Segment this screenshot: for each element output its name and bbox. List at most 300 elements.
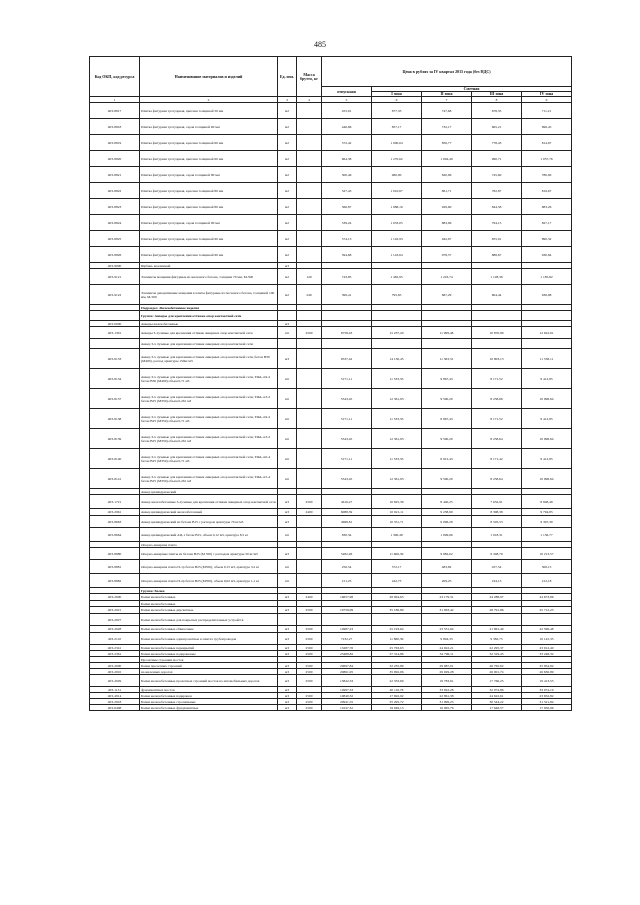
cell-price-zone-2: 11 999,48 [422,327,472,339]
cell-price-zone-3: 604,44 [472,285,522,305]
cell-price-zone-2: 22 861,38 [422,693,472,699]
cell-unit: шт [278,389,297,409]
cell-name: Балки железобетонные двускатные [140,607,278,614]
cell-price-zone-2: 31 063,42 [422,607,472,614]
cell-price-zone-2: 11 363,31 [422,349,472,369]
cell-price-zone-4: 25 712,23 [522,607,572,614]
cell-name: Балки железобетонные [140,601,278,607]
cell-price-zone-3: 10 803,13 [472,349,522,369]
cell-mass [297,151,322,167]
index-cell: 7 [422,97,472,103]
cell-name: Анкер 3-х лучевые для крепления оттяжек анкерных опор контактной сети, ТФА-4.0-4 бетон В25 (М350) объем 0,71 м3 [140,449,278,469]
cell-name: Плитка фигурная тротуарная, цветная толщиной 60 мм [140,151,278,167]
cell-price-zone-4: 22 596,48 [522,626,572,633]
cell-name: Анкер 3-х лучевые для крепления оттяжек анкерных опор контактной сети [140,339,278,349]
table-row [90,327,572,339]
cell-code: 403-4914 [90,693,140,699]
cell-price-zone-3: 24 622,61 [472,693,522,699]
cell-price-zone-1: 11 860,39 [372,633,422,645]
header-mass: Масса брутто, кг [297,57,322,97]
cell-price-estimated: 6088,59 [322,509,372,516]
cell-price-estimated: 13842,33 [322,675,372,687]
cell-name: Анкер 3-х лучевые для крепления оттяжек анкерных опор контактной сети, бетон В30 (М400), расход арматуры 150кг/м3 [140,349,278,369]
cell-price-zone-1: 1 300,48 [372,528,422,542]
cell-mass [297,548,322,560]
cell-price-zone-4: 1 185,82 [522,269,572,285]
table-body [90,103,572,711]
cell-price-zone-3: 8 258,64 [472,429,522,449]
cell-mass: 2500 [297,705,322,711]
header-including: Сметная [372,87,572,92]
cell-price-zone-2: 942,67 [422,231,472,247]
cell-mass: 2500 [297,675,322,687]
cell-price-zone-4: 33 074,19 [522,687,572,693]
cell-code: 403-8824 [90,215,140,231]
cell-price-zone-3: 782,87 [472,183,522,199]
cell-price-estimated: 446,86 [322,119,372,135]
cell-unit: м3 [278,687,297,693]
cell-price-estimated: 4698,81 [322,516,372,528]
cell-unit: м3 [278,651,297,657]
cell-price-estimated: 15287,76 [322,645,372,651]
cell-mass [297,135,322,151]
cell-price-estimated: 5543,45 [322,429,372,449]
cell-price-estimated: 20941,55 [322,699,372,705]
cell-code [90,311,140,321]
cell-price-zone-1 [372,614,422,626]
cell-unit: м2 [278,247,297,263]
cell-price-zone-3: 888,67 [472,247,522,263]
cell-price-zone-2 [422,311,472,321]
cell-price-zone-2: 9 590,20 [422,389,472,409]
header-zone-1: I зона [372,92,422,97]
cell-price-estimated: 5171,11 [322,369,372,389]
cell-price-zone-1: 25 763,63 [372,645,422,651]
cell-price-zone-2: 24 022,21 [422,645,472,651]
cell-price-zone-4: 31 521,84 [522,699,572,705]
cell-name: Балки железобетонные однопролетные в плитах трубопроводов [140,633,278,645]
cell-code [90,339,140,349]
cell-mass [297,199,322,215]
cell-code: 403-2027 [90,614,140,626]
cell-price-zone-2: 9 096,28 [422,516,472,528]
cell-price-zone-2: 747,68 [422,103,472,119]
cell-code: 403-2000 [90,594,140,601]
cell-unit: м2 [278,151,297,167]
cell-price-estimated: 6758,43 [322,327,372,339]
cell-price-zone-3: 457,54 [472,560,522,574]
cell-name: Анкер цилиндрический [140,489,278,495]
cell-name: Опорно-анкерная плита П-1р бетон В25 (М350), объем 0,15 м3, арматура 3,2 кг [140,560,278,574]
cell-price-zone-4: 1 037,76 [522,151,572,167]
table-row [90,409,572,429]
cell-code: 403-8817 [90,103,140,119]
table-row [90,339,572,349]
table-row [90,135,572,151]
cell-price-zone-4 [522,311,572,321]
cell-price-zone-3: 665,21 [472,119,522,135]
cell-mass [297,429,322,449]
cell-name: Группа: Балки [140,588,278,594]
cell-mass [297,409,322,429]
cell-price-zone-3: 7 632,91 [472,495,522,509]
cell-price-zone-3: 8 258,66 [472,389,522,409]
cell-price-zone-4: 24 673,86 [522,594,572,601]
cell-price-zone-1: 37 314,86 [372,651,422,657]
cell-code: 403-8133 [90,349,140,369]
table-row [90,103,572,119]
cell-code: 403-8820 [90,151,140,167]
table-row [90,167,572,183]
cell-name: Анкер 3-х лучевые для крепления оттяжек анкерных опор контактной сети, ТФА-4.9-2 бетон В30 (М400) объем 0,71 м3 [140,369,278,389]
cell-unit: м3 [278,516,297,528]
cell-code: 403-9000 [90,263,140,269]
table-row [90,199,572,215]
cell-name: Балки железобетонные перекрытий [140,645,278,651]
cell-code: 403-8138 [90,409,140,429]
cell-price-zone-3: 28 791,86 [472,607,522,614]
cell-price-zone-4: 814,97 [522,135,572,151]
cell-price-zone-3: 794,15 [472,215,522,231]
cell-mass: 2500 [297,699,322,705]
cell-price-zone-2: 9 804,33 [422,633,472,645]
cell-price-zone-3: 30 544,22 [472,699,522,705]
cell-price-zone-4: 11 538,11 [522,349,572,369]
cell-price-zone-3: 9 348,79 [472,548,522,560]
cell-price-zone-2: 33 922,28 [422,687,472,693]
cell-name: Балки железобетонные подкрановые [140,651,278,657]
cell-unit: м3 [278,349,297,369]
cell-price-zone-1: 14 130,45 [372,349,422,369]
cell-price-zone-4: 1 136,77 [522,528,572,542]
cell-price-zone-4: 10 213,57 [522,548,572,560]
cell-price-estimated: 6537,42 [322,349,372,369]
cell-price-zone-4: 711,21 [522,103,572,119]
cell-unit: шт [278,469,297,489]
cell-price-zone-2: 9 590,20 [422,469,472,489]
cell-unit: м2 [278,199,297,215]
cell-name: Плитка фигурная тротуарная, красная толщиной 90 мм [140,231,278,247]
cell-price-zone-3: 194,13 [472,574,522,588]
cell-name: Опорно-анкерная плита П-2р бетон В25 (М350), объем 0,02 м3, арматура 1,1 кг [140,574,278,588]
cell-price-estimated: 7232,27 [322,633,372,645]
cell-code: 403-8826 [90,247,140,263]
table-row [90,516,572,528]
cell-price-zone-2: 19 783,61 [422,675,472,687]
cell-price-zone-1: 32 235,89 [372,663,422,669]
cell-price-zone-3: 10 870,99 [472,327,522,339]
cell-mass: 2500 [297,663,322,669]
table-row [90,675,572,687]
cell-unit: м3 [278,607,297,614]
cell-mass: 2400 [297,594,322,601]
cell-unit: м3 [278,693,297,699]
cell-price-zone-3: 745,60 [472,167,522,183]
cell-code: 403-2021 [90,607,140,614]
cell-mass [297,349,322,369]
cell-mass [297,528,322,542]
table-row [90,285,572,305]
cell-unit: м2 [278,269,297,285]
cell-mass [297,389,322,409]
cell-price-zone-3: 21 861,49 [472,626,522,633]
cell-mass: 2500 [297,626,322,633]
cell-unit [278,339,297,349]
cell-price-zone-4: 33 248,32 [522,651,572,657]
cell-price-zone-1: 1 143,64 [372,247,422,263]
cell-name: Анкер 3-х лучевые для крепления оттяжек анкерных опор контактной сети, ТФА-4.9-2 бетон В25 (М350) объем 0,71 м3 [140,409,278,429]
table-row [90,389,572,409]
index-cell: 5 [322,97,372,103]
cell-price-zone-3: 678,35 [472,103,522,119]
cell-price-zone-1: 11 606,39 [372,548,422,560]
cell-price-zone-1: 1 000,04 [372,135,422,151]
cell-price-zone-2: 9 867,43 [422,369,472,389]
cell-code: 403-1391 [90,327,140,339]
cell-code: 403-8139 [90,429,140,449]
cell-price-zone-1: 1 033,05 [372,215,422,231]
cell-mass [297,311,322,321]
cell-name: Балки железобетонные обвязочные [140,626,278,633]
cell-code: 403-2961 [90,509,140,516]
header-unit: Ед. изм. [278,57,297,97]
cell-price-zone-2: 978,57 [422,247,472,263]
index-cell: 2 [140,97,278,103]
cell-price-zone-3: 26 765,62 [472,663,522,669]
cell-price-zone-4: 212,18 [522,574,572,588]
cell-price-zone-1: 795,65 [372,285,422,305]
cell-price-estimated: 500,46 [322,167,372,183]
cell-code: 403-1131 [90,687,140,693]
cell-price-zone-4: 10 145,35 [522,633,572,645]
cell-unit: шт [278,429,297,449]
cell-price-zone-1: 15 237,20 [372,327,422,339]
cell-price-zone-4: 9 794,85 [522,509,572,516]
cell-mass: 2500 [297,633,322,645]
cell-code: 403-8134 [90,369,140,389]
cell-price-estimated: 23488,82 [322,651,372,657]
cell-price-zone-4: 780,00 [522,167,572,183]
cell-unit: м3 [278,663,297,669]
cell-price-zone-4: 23 012,40 [522,645,572,651]
cell-price-zone-1: 11 533,35 [372,369,422,389]
cell-name: Балки железобетонные подкранов [140,693,278,699]
cell-unit: м2 [278,183,297,199]
cell-unit: м3 [278,675,297,687]
cell-price-estimated [322,614,372,626]
cell-name: Анкеры 3-лучевые для крепления оттяжек анкерных опор контактной сети [140,327,278,339]
table-row [90,215,572,231]
cell-mass: 240 [297,285,322,305]
cell-price-zone-1: 11 533,35 [372,409,422,429]
cell-name: фундаментных мостов [140,687,278,693]
cell-price-zone-4: 827,17 [522,215,572,231]
cell-code: 403-6498 [90,705,140,711]
cell-price-zone-1: 35 092,06 [372,669,422,675]
cell-price-zone-1: 28 004,63 [372,594,422,601]
cell-code: 403-8882 [90,574,140,588]
cell-price-zone-4: 696,45 [522,119,572,135]
cell-price-zone-1: 1 088,16 [372,199,422,215]
cell-price-estimated: 20861,95 [322,669,372,675]
cell-name: Анкер железобетонные 3-лучевые для крепления оттяжек анкерных опор контактной сети [140,495,278,509]
cell-price-estimated: 566,87 [322,199,372,215]
cell-unit: м3 [278,699,297,705]
cell-name: Плитка фигурная тротуарная, цветная толщиной 50 мм [140,103,278,119]
table-row [90,151,572,167]
index-cell: 4 [297,97,322,103]
cell-price-zone-1 [372,339,422,349]
cell-price-estimated: 5171,11 [322,409,372,429]
cell-price-zone-1: 40 116,78 [372,687,422,693]
table-row [90,633,572,645]
cell-price-estimated: 574,13 [322,231,372,247]
cell-price-zone-3: 1 018,31 [472,528,522,542]
cell-name: Подраздел. Железобетонные изделия [140,305,278,311]
cell-price-zone-1: 1 270,62 [372,151,422,167]
cell-price-zone-2: 8 912,43 [422,449,472,469]
cell-code: 403-8819 [90,135,140,151]
cell-code: 403-1721 [90,495,140,509]
cell-unit: шт [278,327,297,339]
cell-price-estimated: 19759,09 [322,607,372,614]
cell-price-zone-4: 9 412,85 [522,449,572,469]
cell-price-zone-2: 23 179,31 [422,594,472,601]
cell-price-zone-3: 990,71 [472,151,522,167]
cell-price-zone-1: 17 692,92 [372,693,422,699]
cell-unit: м2 [278,215,297,231]
cell-price-estimated [322,311,372,321]
cell-mass [297,183,322,199]
cell-price-estimated: 455,91 [322,103,372,119]
cell-unit: м3 [278,495,297,509]
cell-mass: 2500 [297,651,322,657]
cell-code: 403-8821 [90,167,140,183]
cell-mass [297,560,322,574]
cell-price-estimated: 256,54 [322,560,372,574]
cell-price-zone-4: 17 950,96 [522,705,572,711]
cell-code: 403-8141 [90,469,140,489]
cell-price-zone-1: 1 482,95 [372,269,422,285]
page-number: 485 [314,40,326,49]
cell-price-zone-3: 32 074,86 [472,687,522,693]
cell-price-zone-1: 10 921,11 [372,509,422,516]
cell-price-zone-2: 9 238,99 [422,509,472,516]
cell-code: 403-2029 [90,675,140,687]
cell-price-zone-4 [522,614,572,626]
cell-price-zone-2: 1 099,66 [422,528,472,542]
cell-mass [297,247,322,263]
table-row [90,311,572,321]
cell-price-zone-3: 844,58 [472,199,522,215]
cell-price-zone-4: 10 098,64 [522,469,572,489]
cell-price-zone-3 [472,614,522,626]
cell-price-zone-2: 9 590,20 [422,429,472,449]
cell-mass [297,339,322,349]
cell-mass: 2500 [297,669,322,675]
cell-unit: м3 [278,626,297,633]
cell-name: Группа: Анкеры для крепления оттяжек опор контактной сети [140,311,278,321]
cell-unit: шт [278,574,297,588]
index-cell: 9 [522,97,572,103]
cell-price-zone-3: 8 398,38 [472,509,522,516]
cell-code: 403-8140 [90,449,140,469]
cell-price-zone-2: 929,60 [422,199,472,215]
cell-price-zone-1: 877,33 [372,103,422,119]
cell-price-zone-4: 506,15 [522,560,572,574]
cell-unit: м3 [278,509,297,516]
cell-price-zone-1: 572,17 [372,560,422,574]
cell-unit: м3 [278,669,297,675]
cell-price-zone-4: 930,84 [522,247,572,263]
cell-code: 403-2028 [90,626,140,633]
cell-unit: м3 [278,645,297,651]
table-row [90,429,572,449]
cell-price-zone-2: 483,82 [422,560,472,574]
table-row [90,495,572,509]
cell-price-estimated: 11647,32 [322,705,372,711]
cell-mass: 2500 [297,495,322,509]
cell-code: 403-2918 [90,699,140,705]
cell-unit: м3 [278,594,297,601]
table-row [90,594,572,601]
cell-name: Балки железобетонные [140,594,278,601]
cell-price-zone-1: 1 010,67 [372,183,422,199]
cell-price-zone-4: 819,67 [522,183,572,199]
cell-code: 403-8663 [90,516,140,528]
table-row [90,509,572,516]
cell-price-estimated: 14997,33 [322,687,372,693]
cell-name: Анкеры железобетонные [140,321,278,327]
cell-price-zone-2: 861,71 [422,183,472,199]
cell-name: Элементы мощения фигурные из железного бетона, толщина 70 мм, М-500 [140,269,278,285]
cell-price-zone-2: 8 440,25 [422,495,472,509]
table-row [90,528,572,542]
cell-price-zone-3: 8 171,52 [472,369,522,389]
cell-code: 403-0000 [90,321,140,327]
cell-name: Анкер 3-х лучевые для крепления оттяжек анкерных опор контактной сети, ТФА-4.3-2 бетон В25 (М350) объем 0,261 м3 [140,429,278,449]
cell-unit: шт [278,409,297,429]
cell-mass [297,574,322,588]
cell-price-zone-1: 35 186,89 [372,607,422,614]
cell-mass [297,119,322,135]
cell-price-estimated [322,339,372,349]
cell-name: Опорно-анкерные плиты из бетона В25 (М 350) с расходом арматуры 50 кг/м3 [140,548,278,560]
cell-unit: м2 [278,167,297,183]
header-name: Наименование материалов и изделий [140,57,278,97]
cell-price-zone-2: 1 243,74 [422,269,472,285]
cell-code: 403-2110 [90,633,140,645]
table-row [90,449,572,469]
cell-unit: м2 [278,103,297,119]
cell-price-estimated: 572,42 [322,135,372,151]
cell-price-zone-3 [472,311,522,321]
cell-mass [297,614,322,626]
cell-price-zone-1: 10 825,36 [372,495,422,509]
cell-mass [297,167,322,183]
cell-price-estimated: 5282,26 [322,548,372,560]
cell-unit: шт [278,449,297,469]
cell-price-zone-2: 34 706,11 [422,651,472,657]
cell-code: 403-2000 [90,663,140,669]
header-estimated: отпускная [322,87,372,97]
cell-name: Анкер цилиндрический из бетона В15 с расходом арматуры 70 кг/м3 [140,516,278,528]
cell-unit: м3 [278,633,297,645]
cell-unit: м3 [278,548,297,560]
cell-name: Анкер цилиндрический железобетонный [140,509,278,516]
cell-price-estimated: 16657,98 [322,594,372,601]
cell-mass: 2500 [297,693,322,699]
